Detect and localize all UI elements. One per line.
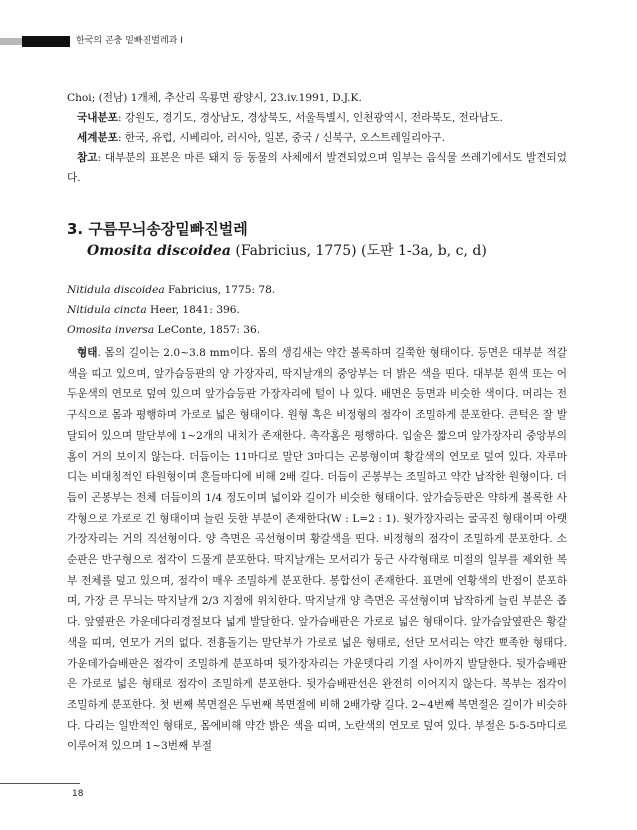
species-author: (Fabricius, 1775) (도판 1-3a, b, c, d) [230, 243, 487, 259]
morphology-text: . 몸의 길이는 2.0~3.8 mm이다. 몸의 생김새는 약간 볼록하며 길쭉한 형태이다. 등면은 대부분 적갈색을 띠고 있으며, 앞가슴등판의 양 가장자리, 딱지날개의 중앙부는 더 밝은 색을 띤다. 대부분 흰색 또는 어두운색의 연모로 덮여 있으며 앞가슴등판 가장자리에 털이 나 있다. 배면은 등면과 비슷한 색이다. 머리는 전구식으로 몸과 평행하며 가로로 넓은 형태이다. 원형 혹은 비정형의 점각이 조밀하게 분포한다. 큰턱은 잘 발달되어 있으며 말단부에 1~2개의 내치가 존재한다. 촉각홈은 평행하다. 입술은 짧으며 앞가장자리 중앙부의 홈이 거의 보이지 않는다. 더듬이는 11마디로 말단 3마디는 곤봉형이며 황갈색의 연모로 덮여 있다. 자루마디는 비대칭적인 타원형이며 흔들마디에 비해 2배 길다. 더듬이 곤봉부는 조밀하고 약간 납작한 원형이다. 더듬이 곤봉부는 전체 더듬이의 1/4 정도이며 넓이와 길이가 비슷한 형태이다. 앞가슴등판은 약하게 볼록한 사각형으로 가로로 긴 형태이며 늘린 듯한 부분이 존재한다(W : L=2 : 1). 윗가장자리는 굴곡진 형태이며 아랫 가장자리는 거의 직선형이다. 양 측면은 곡선형이며 황갈색을 띤다. 비정형의 점각이 조밀하게 분포한다. 소순판은 반구형으로 점각이 드물게 분포한다. 딱지날개는 모서리가 둥근 사각형태로 미절의 일부를 제외한 복부 전체를 덮고 있으며, 점각이 매우 조밀하게 분포한다. 봉합선이 존재한다. 표면에 연황색의 반점이 분포하며, 가장 큰 무늬는 딱지날개 2/3 지점에 위치한다. 딱지날개 양 측면은 곡선형이며 납작하게 늘린 부분은 좁다. 앞옆판은 가운데다리경절보다 넓게 발달한다. 앞가슴배판은 가로로 넓은 형태이다. 앞가슴앞옆판은 황갈색을 띠며, 연모가 거의 없다. 전흉돌기는 말단부가 가로로 넓은 형태로, 선단 모서리는 약간 뾰족한 형태다. 가운데가슴배판은 점각이 조밀하게 분포하며 뒷가장자리는 가운뎃다리 기절 사이까지 발달한다. 뒷가슴배판은 가로로 넓은 형태로 점각이 조밀하게 분포한다. 뒷가슴배판선은 완전히 이어지지 않는다. 복부는 점각이 조밀하게 분포한다. 첫 번째 복면절은 두번째 복면절에 비해 2배가량 길다. 2~4번째 복면절은 길이가 비슷하다. 다리는 일반적인 형태로, 몸에비해 약간 밝은 색을 띠며, 노란색의 연모로 덮여 있다. 부절은 5-5-5마디로 이루어져 있으며 1~3번째 부절 [67, 347, 567, 753]
reference-note [67, 148, 567, 188]
world-label: 세계분포 [77, 132, 118, 144]
domestic-label: 국내분포 [77, 112, 118, 124]
synonym-author: LeConte, 1857: 36. [154, 324, 261, 336]
note-text: : 대부분의 표본은 마른 돼지 등 동물의 사체에서 발견되었으며 일부는 음식물 쓰레기에서도 발견되었다. [67, 152, 567, 184]
note-label: 참고 [77, 152, 98, 164]
morphology-description [67, 343, 567, 757]
species-title: 3. 구름무늬송장밑빠진벌레 [67, 220, 248, 238]
page-number: 18 [72, 789, 84, 799]
footer-rule [0, 783, 80, 784]
running-header [0, 34, 637, 48]
synonym-entry [67, 323, 260, 337]
world-text: : 한국, 유럽, 시베리아, 러시아, 일본, 중국 / 신북구, 오스트레일리아구. [117, 132, 446, 144]
header-black-bar [22, 36, 70, 47]
species-scientific-name [87, 240, 567, 262]
domestic-distribution [67, 108, 567, 128]
synonym-entry [67, 283, 275, 297]
species-heading [67, 218, 567, 262]
domestic-text: : 강원도, 경기도, 경상남도, 경상북도, 서울특별시, 인천광역시, 전라북도, 전라남도. [117, 112, 503, 124]
synonym-name: Nitidula discoidea [67, 284, 165, 296]
synonym-name: Omosita inversa [67, 324, 155, 336]
specimen-record: Choi; (전남) 1개체, 추산리 옥룡면 광양시, 23.iv.1991, D.J.K. [67, 92, 362, 104]
world-distribution [67, 128, 567, 148]
header-gray-bar [0, 38, 22, 45]
synonym-entry [67, 303, 240, 317]
synonym-author: Heer, 1841: 396. [146, 304, 240, 316]
synonym-author: Fabricius, 1775: 78. [164, 284, 276, 296]
species-binomial: Omosita discoidea [87, 243, 231, 259]
morphology-label: 형태 [77, 347, 98, 359]
synonym-name: Nitidula cincta [67, 304, 147, 316]
running-title: 한국의 곤충 밑빠진벌레과 I [76, 36, 183, 46]
